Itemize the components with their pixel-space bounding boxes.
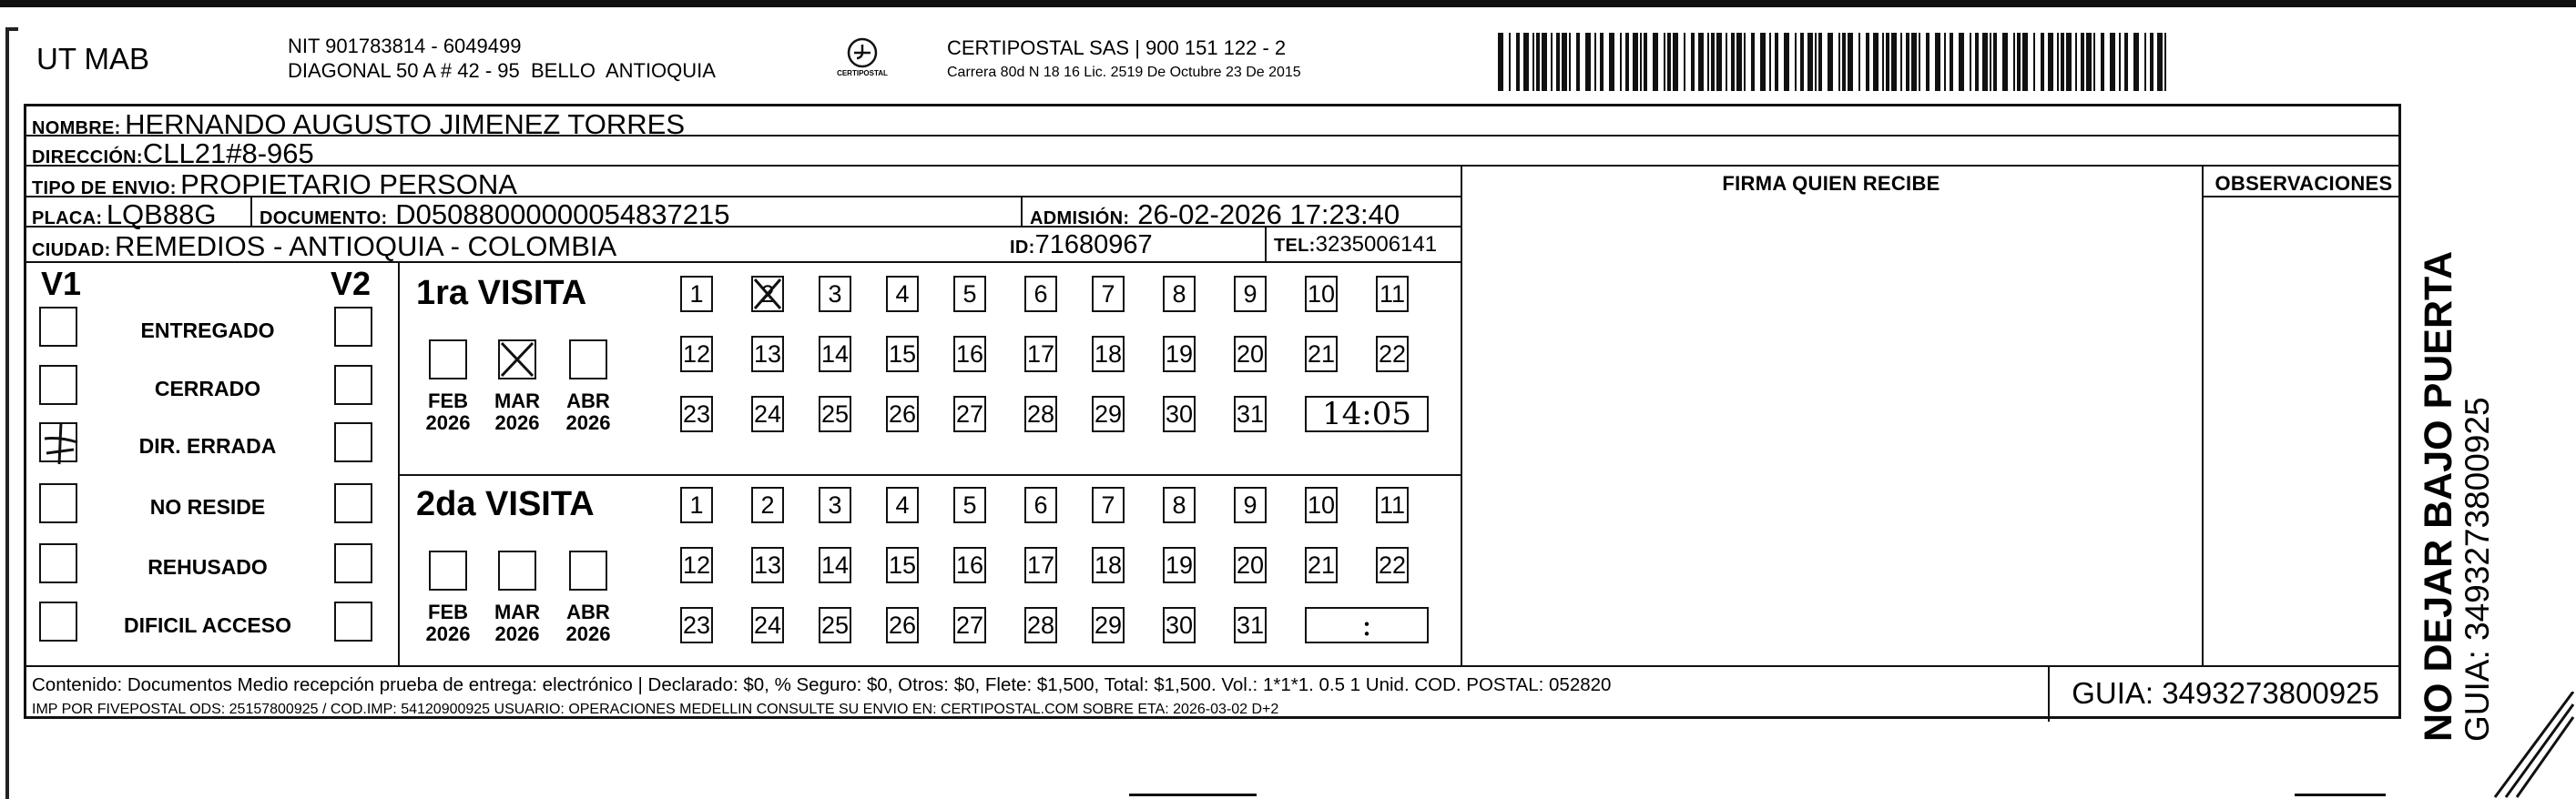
day-box[interactable]: 25 xyxy=(819,396,851,432)
month-name: ABR xyxy=(566,601,610,623)
delivery-form xyxy=(24,104,2401,719)
status-option-label: REHUSADO xyxy=(148,555,268,579)
v2-header: V2 xyxy=(331,265,372,302)
day-box[interactable]: 23 xyxy=(680,396,713,432)
admision-field xyxy=(1030,200,1400,228)
direccion-value: CLL21#8-965 xyxy=(142,137,314,169)
day-box[interactable]: 31 xyxy=(1234,396,1267,432)
ciudad-field xyxy=(32,232,616,260)
day-box[interactable]: 23 xyxy=(680,607,713,643)
month-year: 2026 xyxy=(565,411,611,435)
license-line: Carrera 80d N 18 16 Lic. 2519 De Octubre 23 De 2015 xyxy=(947,65,1301,80)
day-box[interactable]: 1 xyxy=(680,487,713,523)
month-year: 2026 xyxy=(494,622,540,646)
tipo-field xyxy=(32,170,517,198)
day-box[interactable]: 17 xyxy=(1024,547,1057,583)
v2-checkbox[interactable] xyxy=(334,602,372,642)
day-box[interactable]: 13 xyxy=(751,547,784,583)
day-box[interactable]: 5 xyxy=(953,487,986,523)
tipo-label: TIPO DE ENVIO: xyxy=(32,178,177,198)
day-box[interactable]: 30 xyxy=(1163,396,1196,432)
no-dejar-warning: NO DEJAR BAJO PUERTA xyxy=(2417,250,2460,742)
day-box[interactable]: 26 xyxy=(886,396,919,432)
day-box[interactable]: 4 xyxy=(886,487,919,523)
v1-checkbox[interactable] xyxy=(39,307,77,347)
nombre-label: NOMBRE: xyxy=(32,118,121,138)
day-box[interactable]: 20 xyxy=(1234,336,1267,372)
day-box[interactable]: 17 xyxy=(1024,336,1057,372)
day-box[interactable]: 22 xyxy=(1376,547,1409,583)
month-label xyxy=(556,602,620,645)
month-label xyxy=(556,390,620,434)
day-box[interactable]: 2 xyxy=(751,487,784,523)
month-year: 2026 xyxy=(565,622,611,646)
side-text xyxy=(2419,251,2494,742)
imp-line: IMP POR FIVEPOSTAL ODS: 25157800925 / COD.IMP: 54120900925 USUARIO: OPERACIONES MEDELLIN CONSULTE SU ENVIO EN: CERTIPOSTAL.COM SOBRE ETA: 2026-03-02 D+2 xyxy=(32,702,1279,717)
day-box[interactable]: 9 xyxy=(1234,276,1267,312)
day-box[interactable]: 29 xyxy=(1092,607,1125,643)
sender-name: UT MAB xyxy=(36,42,150,76)
day-box[interactable]: 16 xyxy=(953,547,986,583)
id-field xyxy=(1010,232,1153,258)
id-value: 71680967 xyxy=(1034,230,1153,259)
day-x-mark xyxy=(751,276,784,312)
day-box[interactable]: 6 xyxy=(1024,487,1057,523)
v1-checkbox[interactable] xyxy=(39,483,77,523)
month-label xyxy=(416,602,480,645)
day-box[interactable]: 2 xyxy=(751,276,784,312)
id-label: ID: xyxy=(1010,238,1035,258)
month-name: FEB xyxy=(428,601,468,623)
nit-line: NIT 901783814 - 6049499 xyxy=(288,35,522,57)
bottom-mark xyxy=(2295,794,2386,796)
day-box[interactable]: 16 xyxy=(953,336,986,372)
day-box[interactable]: 7 xyxy=(1092,487,1125,523)
documento-label: DOCUMENTO: xyxy=(260,208,388,228)
tel-label: TEL: xyxy=(1274,236,1316,256)
ciudad-value: REMEDIOS - ANTIOQUIA - COLOMBIA xyxy=(115,230,617,262)
day-box[interactable]: 25 xyxy=(819,607,851,643)
day-box[interactable]: 3 xyxy=(819,487,851,523)
logo-text: CERTIPOSTAL xyxy=(837,69,888,77)
month-checkbox[interactable] xyxy=(429,551,467,591)
status-option-label: DIFICIL ACCESO xyxy=(123,613,291,637)
nombre-field xyxy=(32,110,685,138)
month-checkbox[interactable] xyxy=(569,339,607,379)
day-box[interactable]: 28 xyxy=(1024,607,1057,643)
contenido-line: Contenido: Documentos Medio recepción prueba de entrega: electrónico | Declarado: $0, % Seguro: $0, Otros: $0, Flete: $1,500, Total: $1,500. Vol.: 1*1*1. 0.5 1 Unid. COD. POSTAL: 052820 xyxy=(32,674,1612,695)
company-line: CERTIPOSTAL SAS | 900 151 122 - 2 xyxy=(947,36,1287,59)
direccion-field xyxy=(32,139,314,167)
month-year: 2026 xyxy=(494,411,540,435)
day-box[interactable]: 8 xyxy=(1163,487,1196,523)
day-box[interactable]: 24 xyxy=(751,396,784,432)
day-box[interactable]: 7 xyxy=(1092,276,1125,312)
v2-checkbox[interactable] xyxy=(334,543,372,583)
visit-title: 1ra VISITA xyxy=(416,274,587,312)
left-frame-edge xyxy=(5,27,18,799)
tipo-value: PROPIETARIO PERSONA xyxy=(180,168,517,200)
month-label xyxy=(416,390,480,434)
v1-checkbox[interactable] xyxy=(39,602,77,642)
day-box[interactable]: 14 xyxy=(819,336,851,372)
day-box[interactable]: 4 xyxy=(886,276,919,312)
footer-guia: GUIA: 3493273800925 xyxy=(2072,676,2379,710)
admision-label: ADMISIÓN: xyxy=(1030,208,1130,228)
month-x-mark xyxy=(498,339,536,379)
status-option-label: NO RESIDE xyxy=(149,495,266,519)
day-box[interactable]: 13 xyxy=(751,336,784,372)
day-box[interactable]: 29 xyxy=(1092,396,1125,432)
day-box[interactable]: 31 xyxy=(1234,607,1267,643)
day-box[interactable]: 19 xyxy=(1163,336,1196,372)
bottom-mark-center xyxy=(1129,794,1257,796)
v2-checkbox[interactable] xyxy=(334,422,372,462)
day-box[interactable]: 27 xyxy=(953,607,986,643)
corner-fold-mark xyxy=(2493,692,2575,799)
day-box[interactable]: 10 xyxy=(1305,276,1338,312)
address-line: DIAGONAL 50 A # 42 - 95 BELLO ANTIOQUIA xyxy=(288,59,716,82)
day-box[interactable]: 11 xyxy=(1376,276,1409,312)
day-box[interactable]: 14 xyxy=(819,547,851,583)
day-box[interactable]: 18 xyxy=(1092,547,1125,583)
month-checkbox[interactable] xyxy=(569,551,607,591)
day-box[interactable]: 10 xyxy=(1305,487,1338,523)
month-name: MAR xyxy=(494,601,541,623)
visit-title: 2da VISITA xyxy=(416,485,595,523)
certipostal-logo xyxy=(830,35,894,87)
documento-value: D05088000000054837215 xyxy=(395,198,730,230)
v2-checkbox[interactable] xyxy=(334,365,372,405)
status-option-label: ENTREGADO xyxy=(140,319,275,342)
day-box[interactable]: 28 xyxy=(1024,396,1057,432)
barcode xyxy=(1498,33,2172,91)
placa-label: PLACA: xyxy=(32,208,103,228)
v1-header: V1 xyxy=(41,265,82,302)
day-box[interactable]: 19 xyxy=(1163,547,1196,583)
placa-field xyxy=(32,200,216,228)
side-guia: GUIA: 3493273800925 xyxy=(2459,397,2496,742)
nombre-value: HERNANDO AUGUSTO JIMENEZ TORRES xyxy=(125,108,686,140)
day-box[interactable]: 12 xyxy=(680,547,713,583)
day-box[interactable]: 21 xyxy=(1305,547,1338,583)
placa-value: LQB88G xyxy=(106,198,217,230)
day-box[interactable]: 1 xyxy=(680,276,713,312)
v1-checkbox[interactable] xyxy=(39,543,77,583)
day-box[interactable]: 20 xyxy=(1234,547,1267,583)
admision-value: 26-02-2026 17:23:40 xyxy=(1137,198,1400,230)
day-box[interactable]: 8 xyxy=(1163,276,1196,312)
month-year: 2026 xyxy=(425,622,471,646)
day-box[interactable]: 15 xyxy=(886,547,919,583)
month-name: MAR xyxy=(494,389,541,412)
day-box[interactable]: 18 xyxy=(1092,336,1125,372)
day-box[interactable]: 30 xyxy=(1163,607,1196,643)
day-box[interactable]: 12 xyxy=(680,336,713,372)
month-label xyxy=(485,390,549,434)
day-box[interactable]: 5 xyxy=(953,276,986,312)
day-box[interactable]: 6 xyxy=(1024,276,1057,312)
observaciones-header: OBSERVACIONES xyxy=(2215,172,2393,195)
month-checkbox[interactable] xyxy=(498,551,536,591)
v1-check-mark xyxy=(37,420,83,466)
day-box[interactable]: 11 xyxy=(1376,487,1409,523)
documento-field xyxy=(260,200,730,228)
v2-checkbox[interactable] xyxy=(334,307,372,347)
tel-value: 3235006141 xyxy=(1315,232,1438,257)
month-name: FEB xyxy=(428,389,468,412)
top-edge-bar xyxy=(0,0,2576,7)
day-box[interactable]: 22 xyxy=(1376,336,1409,372)
status-option-label: DIR. ERRADA xyxy=(138,434,277,458)
visit-time[interactable]: 14:05 xyxy=(1305,396,1429,432)
v1-checkbox[interactable] xyxy=(39,365,77,405)
day-box[interactable]: 9 xyxy=(1234,487,1267,523)
day-box[interactable]: 27 xyxy=(953,396,986,432)
day-box[interactable]: 24 xyxy=(751,607,784,643)
month-name: ABR xyxy=(566,389,610,412)
day-box[interactable]: 15 xyxy=(886,336,919,372)
tel-field xyxy=(1274,234,1437,256)
visit-time[interactable]: : xyxy=(1305,607,1429,643)
firma-header: FIRMA QUIEN RECIBE xyxy=(1722,172,1940,195)
status-option-label: CERRADO xyxy=(154,377,261,400)
day-box[interactable]: 3 xyxy=(819,276,851,312)
month-checkbox[interactable] xyxy=(429,339,467,379)
day-box[interactable]: 26 xyxy=(886,607,919,643)
direccion-label: DIRECCIÓN: xyxy=(32,147,143,167)
ciudad-label: CIUDAD: xyxy=(32,240,111,260)
month-year: 2026 xyxy=(425,411,471,435)
v2-checkbox[interactable] xyxy=(334,483,372,523)
month-label xyxy=(485,602,549,645)
day-box[interactable]: 21 xyxy=(1305,336,1338,372)
